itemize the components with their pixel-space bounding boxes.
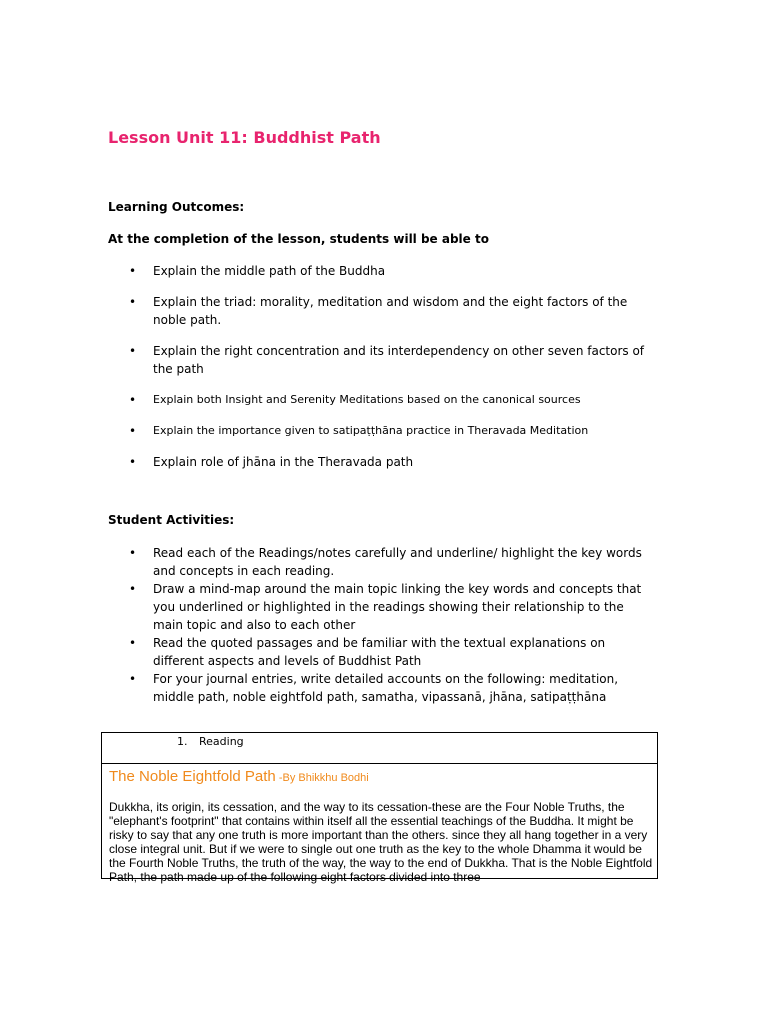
student-activities-heading: Student Activities: [108, 513, 235, 527]
activity-text: Draw a mind-map around the main topic linking the key words and concepts that you underlined or highlighted in the readings showing their relationship to the main topic and also to each other [153, 582, 642, 632]
outcome-text: Explain both Insight and Serenity Meditations based on the canonical sources [153, 393, 581, 406]
bullet-icon: • [129, 295, 137, 309]
outcome-text: Explain the importance given to satipaṭṭhāna practice in Theravada Meditation [153, 424, 589, 437]
article-text: Dukkha, its origin, its cessation, and the way to its cessation-these are the Four Noble Truths, the "elephant's footprint" that contains within itself all the essential teachings of the Buddha. It might be risky to say that any one truth is more important than the others. since they all hang together in a very close integral unit. But if we were to single out one truth as the key to the whole Dhamma it would be the Fourth Noble Truths, the truth of the way, the way to the end of Dukkha. That is the Noble Eightfold Path, the path made up of the following eight factors divided into three [109, 800, 653, 884]
reading-number: 1. [177, 735, 188, 748]
outcome-text: Explain the triad: morality, meditation and wisdom and the eight factors of the noble path. [153, 295, 628, 327]
student-activities-list [108, 544, 648, 706]
bullet-icon: • [129, 546, 137, 560]
bullet-icon: • [129, 636, 137, 650]
reading-header [102, 733, 657, 764]
bullet-icon: • [129, 344, 137, 358]
outcome-text: Explain role of jhāna in the Theravada path [153, 455, 414, 469]
learning-outcomes-intro: At the completion of the lesson, students will be able to [108, 232, 489, 246]
list-item [108, 422, 648, 440]
bullet-icon: • [129, 672, 137, 686]
learning-outcomes-heading: Learning Outcomes: [108, 200, 245, 214]
bullet-icon: • [129, 264, 137, 278]
list-item [108, 453, 648, 471]
list-item [108, 634, 648, 670]
activity-text: Read the quoted passages and be familiar with the textual explanations on different aspects and levels of Buddhist Path [153, 636, 606, 668]
activity-text: Read each of the Readings/notes carefully and underline/ highlight the key words and concepts in each reading. [153, 546, 642, 578]
bullet-icon: • [129, 424, 137, 438]
reading-body [102, 764, 657, 884]
list-item [108, 293, 648, 329]
list-item [108, 670, 648, 706]
bullet-icon: • [129, 455, 137, 469]
learning-outcomes-list [108, 262, 648, 484]
list-item [108, 262, 648, 280]
bullet-icon: • [129, 582, 137, 596]
list-item [108, 544, 648, 580]
article-author: -By Bhikkhu Bodhi [275, 772, 369, 784]
reading-box [101, 732, 658, 884]
outcome-text: Explain the middle path of the Buddha [153, 264, 386, 278]
list-item [108, 391, 648, 409]
list-item [108, 580, 648, 634]
article-heading [109, 768, 657, 786]
article-title: The Noble Eightfold Path [109, 768, 276, 785]
bullet-icon: • [129, 393, 137, 407]
outcome-text: Explain the right concentration and its interdependency on other seven factors of the path [153, 344, 645, 376]
activity-text: For your journal entries, write detailed accounts on the following: meditation, middle path, noble eightfold path, samatha, vipassanā, jhāna, satipaṭṭhāna [153, 672, 619, 704]
lesson-title: Lesson Unit 11: Buddhist Path [108, 128, 381, 147]
list-item [108, 342, 648, 378]
reading-label: Reading [199, 735, 244, 748]
